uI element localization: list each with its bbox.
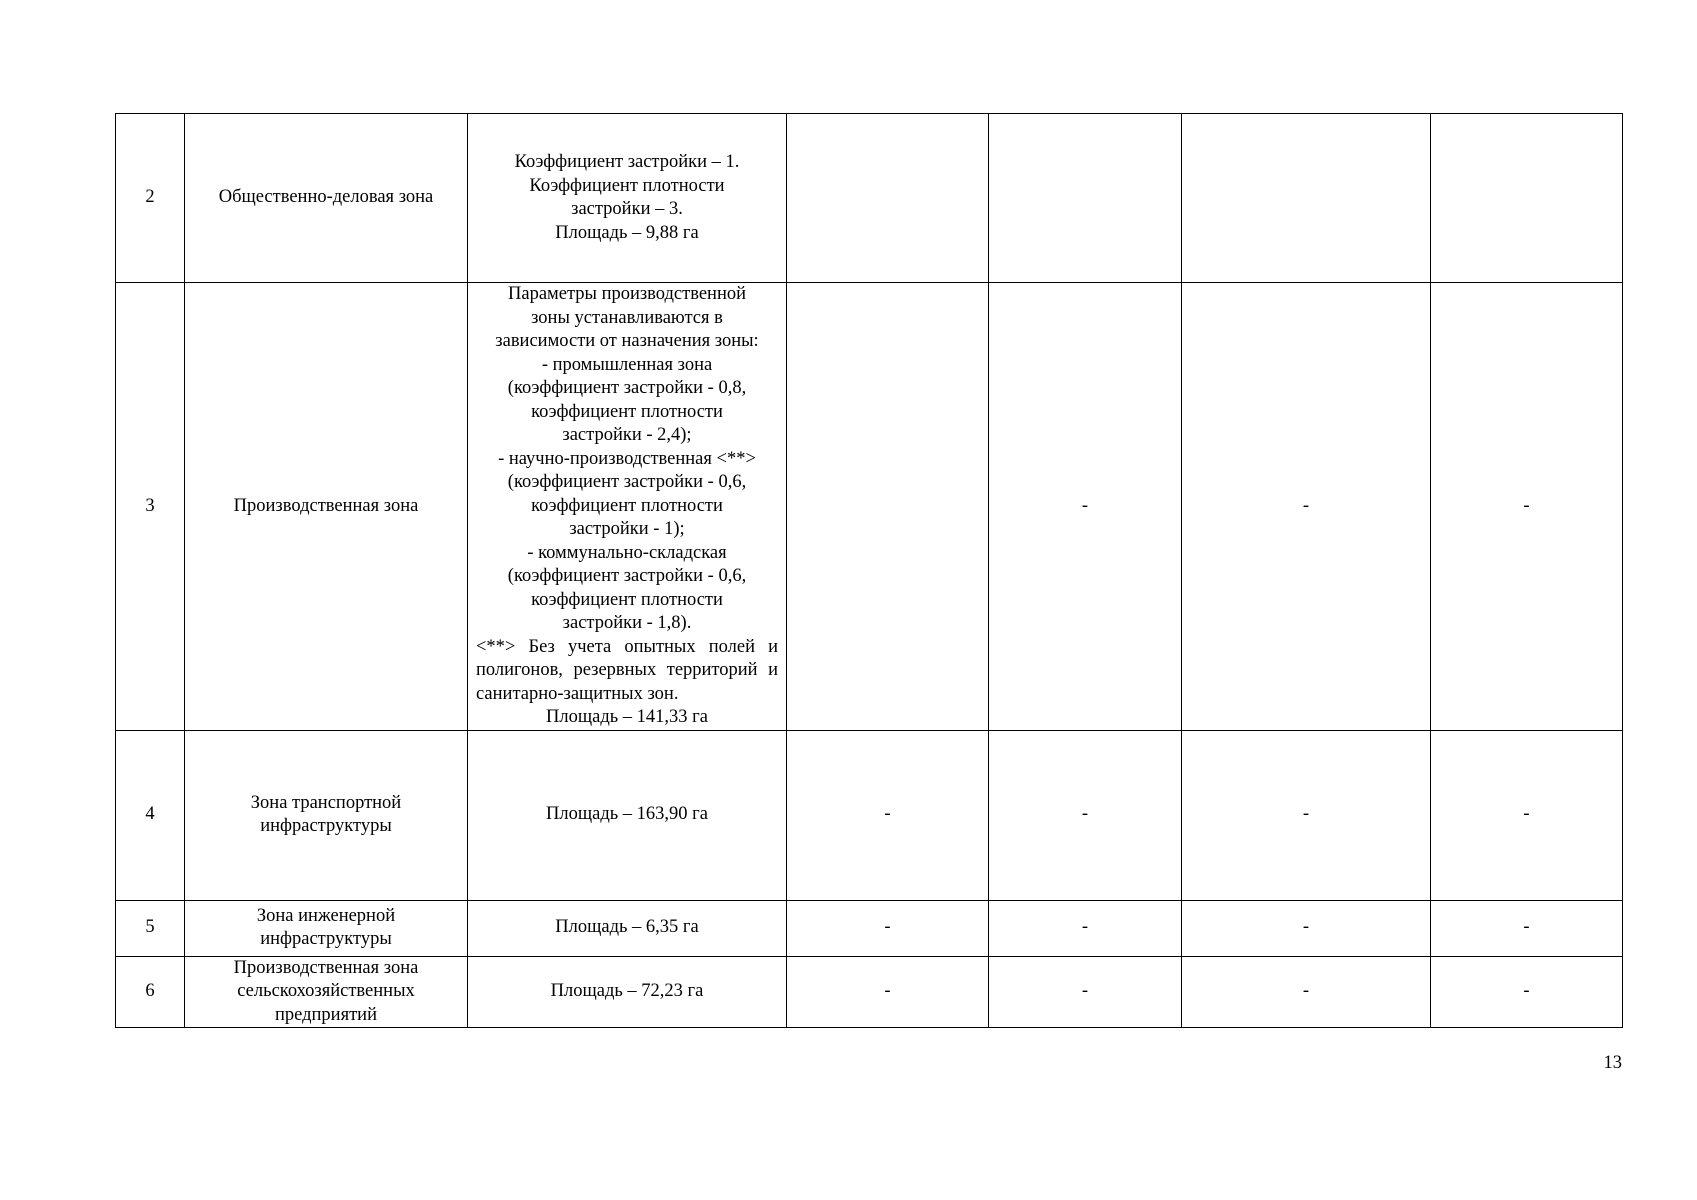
value-cell: - xyxy=(787,956,989,1028)
value-cell: - xyxy=(1182,956,1431,1028)
params-line: застройки - 2,4); xyxy=(562,425,692,445)
row-number: 3 xyxy=(145,495,155,516)
row-number: 5 xyxy=(145,917,155,938)
row-number: 4 xyxy=(145,804,155,825)
params-line: застройки – 3. xyxy=(571,199,683,219)
params-line: Коэффициент застройки – 1. xyxy=(514,152,740,172)
table-row xyxy=(116,730,1623,900)
zone-name-line: Производственная зона xyxy=(233,957,419,978)
zone-name-line: предприятий xyxy=(275,1004,377,1025)
zone-name-line: Зона транспортной xyxy=(250,792,402,813)
zone-params-cell xyxy=(468,900,787,956)
params-area: Площадь – 6,35 га xyxy=(555,917,699,938)
value-cell: - xyxy=(1431,900,1623,956)
zone-name-line: инфраструктуры xyxy=(260,816,392,836)
zone-name-line: сельскохозяйственных xyxy=(237,981,415,1001)
zone-name-line: Общественно-деловая зона xyxy=(218,187,434,208)
value-cell: - xyxy=(1431,730,1623,900)
params-line: зависимости от назначения зоны: xyxy=(495,331,759,351)
value-cell xyxy=(787,283,989,731)
params-line: коэффициент плотности xyxy=(531,495,723,516)
params-line: - промышленная зона xyxy=(541,354,713,375)
params-line: (коэффициент застройки - 0,8, xyxy=(507,378,747,398)
params-line: застройки - 1); xyxy=(569,519,685,539)
zone-params-cell xyxy=(468,730,787,900)
value-cell xyxy=(787,114,989,283)
params-line: - коммунально-складская xyxy=(527,542,727,563)
table-row xyxy=(116,900,1623,956)
zone-name-cell xyxy=(185,900,468,956)
row-number-cell xyxy=(116,900,185,956)
value-cell: - xyxy=(989,730,1182,900)
params-line: (коэффициент застройки - 0,6, xyxy=(507,566,747,586)
zone-name-cell xyxy=(185,730,468,900)
zone-name-line: Зона инженерной xyxy=(256,905,396,926)
zone-name-cell xyxy=(185,114,468,283)
value-cell: - xyxy=(1431,956,1623,1028)
table-row xyxy=(116,956,1623,1028)
row-number-cell xyxy=(116,283,185,731)
params-line: Площадь – 9,88 га xyxy=(555,222,699,243)
value-cell: - xyxy=(787,730,989,900)
zone-params-cell xyxy=(468,114,787,283)
value-cell: - xyxy=(787,900,989,956)
value-cell: - xyxy=(989,283,1182,731)
row-number-cell xyxy=(116,956,185,1028)
zone-name-cell xyxy=(185,283,468,731)
params-line: коэффициент плотности xyxy=(531,401,723,422)
value-cell xyxy=(1431,114,1623,283)
page-number: 13 xyxy=(1603,1053,1622,1073)
zones-table xyxy=(115,113,1623,1028)
table-row xyxy=(116,114,1623,283)
value-cell: - xyxy=(1182,283,1431,731)
params-line: (коэффициент застройки - 0,6, xyxy=(507,472,747,492)
params-line: - научно-производственная <**> xyxy=(498,448,756,469)
params-line: застройки - 1,8). xyxy=(562,613,692,633)
row-number: 2 xyxy=(145,187,155,208)
row-number-cell xyxy=(116,730,185,900)
value-cell: - xyxy=(1182,730,1431,900)
row-number: 6 xyxy=(145,981,155,1001)
value-cell: - xyxy=(989,900,1182,956)
table-row xyxy=(116,283,1623,731)
params-line: Коэффициент плотности xyxy=(529,175,725,196)
value-cell: - xyxy=(989,956,1182,1028)
zone-params-cell xyxy=(468,283,787,731)
params-area: Площадь – 72,23 га xyxy=(550,981,704,1001)
zone-name-line: инфраструктуры xyxy=(260,929,392,949)
value-cell xyxy=(1182,114,1431,283)
params-line: коэффициент плотности xyxy=(531,589,723,610)
params-area: Площадь – 141,33 га xyxy=(546,707,708,727)
value-cell: - xyxy=(1182,900,1431,956)
params-line: зоны устанавливаются в xyxy=(531,307,723,328)
zone-name-cell xyxy=(185,956,468,1028)
params-area: Площадь – 163,90 га xyxy=(546,804,708,825)
zone-params-cell xyxy=(468,956,787,1028)
value-cell: - xyxy=(1431,283,1623,731)
row-number-cell xyxy=(116,114,185,283)
params-line: Параметры производственной xyxy=(508,284,746,304)
value-cell xyxy=(989,114,1182,283)
params-footnote: <**> Без учета опытных полей и полигонов, резервных территорий и санитарно-защитных зон. xyxy=(476,636,778,704)
zone-name-line: Производственная зона xyxy=(233,495,419,516)
